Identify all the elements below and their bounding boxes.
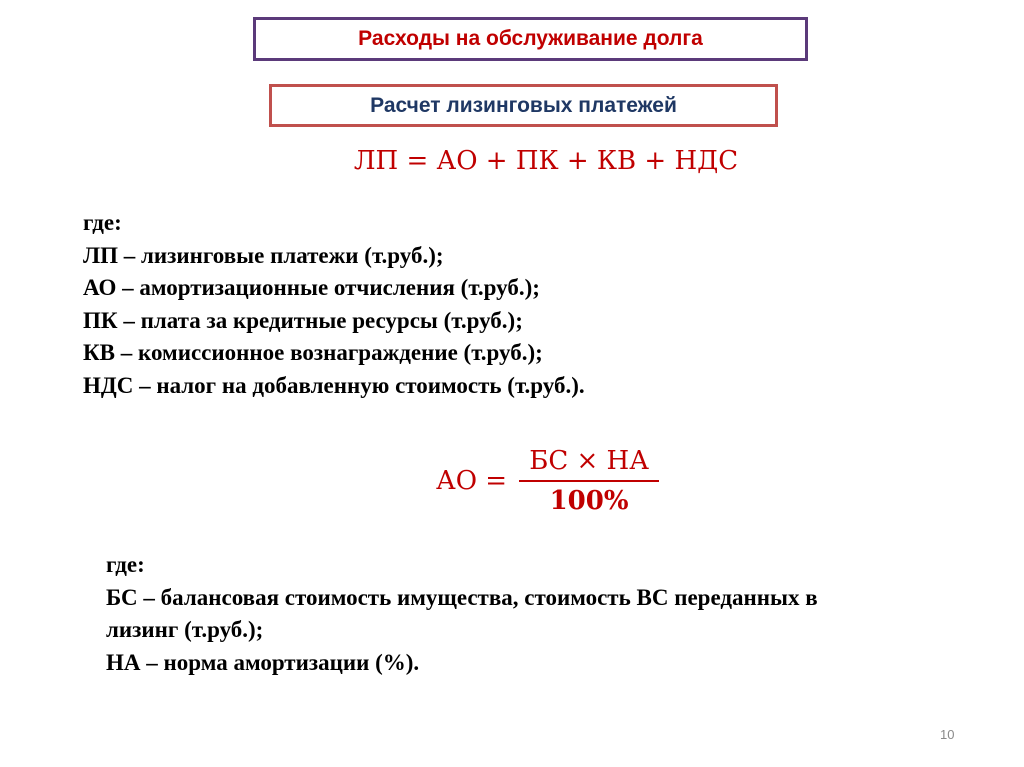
depreciation-formula xyxy=(436,436,659,526)
slide-title: Расходы на обслуживание долга xyxy=(358,27,703,50)
fraction-denominator: 100% xyxy=(549,486,629,516)
depreciation-fraction xyxy=(519,446,659,516)
page-number: 10 xyxy=(940,727,955,742)
definitions-intro-2: где: xyxy=(106,552,145,577)
fraction-numerator: БС × НА xyxy=(529,446,649,476)
slide-subtitle: Расчет лизинговых платежей xyxy=(370,93,677,117)
definitions-intro: где: xyxy=(83,210,122,235)
definition-bs-continued: лизинг (т.руб.); xyxy=(106,617,264,642)
slide-subtitle-box xyxy=(269,84,778,127)
definition-bs: БС – балансовая стоимость имущества, стоимость ВС переданных в xyxy=(106,584,818,610)
definition-kv: КВ – комиссионное вознаграждение (т.руб.); xyxy=(83,340,543,365)
formula1-definitions xyxy=(83,207,585,402)
leasing-payment-formula xyxy=(0,146,1024,176)
slide-title-box xyxy=(253,17,808,61)
definition-pk: ПК – плата за кредитные ресурсы (т.руб.); xyxy=(83,307,523,333)
formula2-definitions xyxy=(106,549,818,679)
definition-na: НА – норма амортизации (%). xyxy=(106,649,420,675)
depreciation-formula-lhs: АО = xyxy=(436,466,508,496)
definition-lp: ЛП – лизинговые платежи (т.руб.); xyxy=(83,242,444,268)
leasing-payment-formula-text: ЛП = АО + ПК + КВ + НДС xyxy=(353,146,739,176)
definition-nds: НДС – налог на добавленную стоимость (т.руб.). xyxy=(83,372,585,398)
definition-ao: АО – амортизационные отчисления (т.руб.); xyxy=(83,275,540,300)
